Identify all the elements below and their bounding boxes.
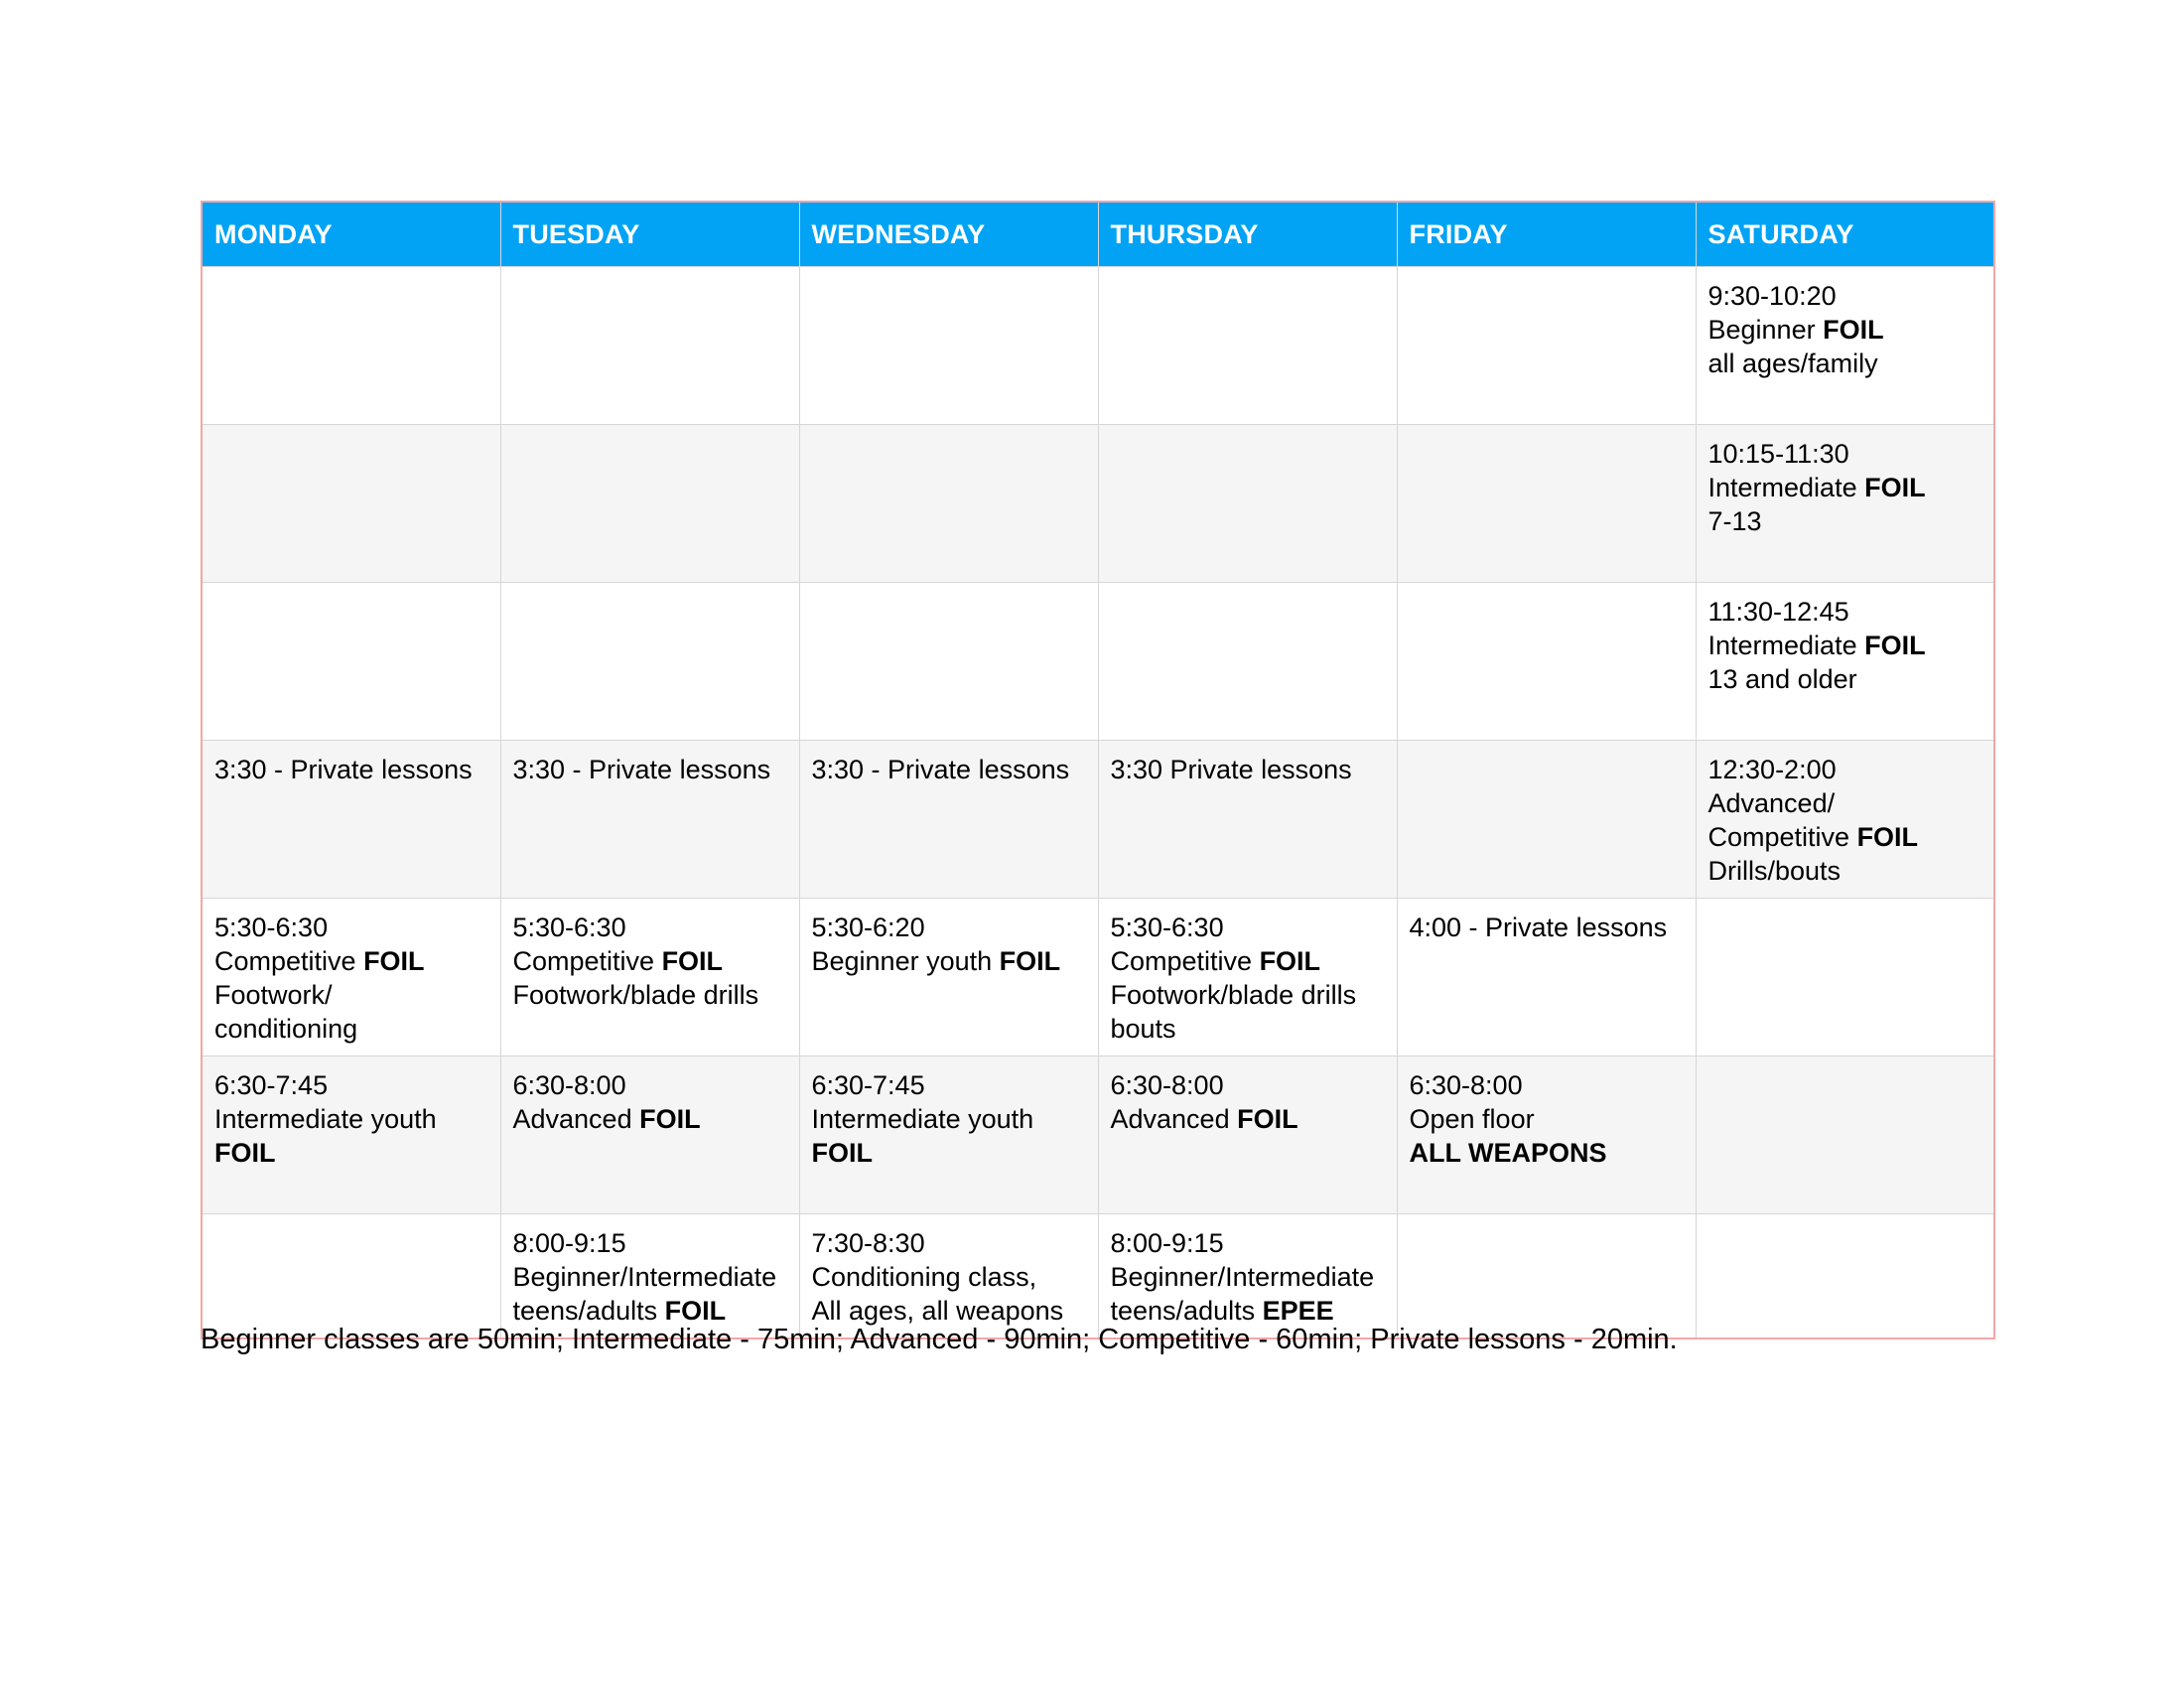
class-detail-line xyxy=(214,1012,488,1046)
class-text: 7:30-8:30 xyxy=(811,1228,925,1258)
class-text: 13 and older xyxy=(1707,664,1857,694)
schedule-cell-tuesday xyxy=(500,899,799,1056)
class-time xyxy=(214,753,488,786)
schedule-cell-wednesday xyxy=(799,583,1098,741)
weapon-label: FOIL xyxy=(1237,1104,1298,1134)
weapon-label: FOIL xyxy=(661,946,724,976)
schedule-cell-thursday xyxy=(1098,741,1397,899)
class-detail-line xyxy=(513,978,787,1012)
schedule-cell-saturday xyxy=(1696,1056,1994,1214)
schedule-cell-thursday xyxy=(1098,583,1397,741)
class-detail-line xyxy=(1708,471,1982,504)
class-text: 9:30-10:20 xyxy=(1707,281,1837,311)
class-text: Intermediate youth xyxy=(811,1104,1034,1134)
class-text: Drills/bouts xyxy=(1707,856,1842,886)
class-text: 7-13 xyxy=(1707,506,1762,536)
weapon-label: FOIL xyxy=(639,1104,701,1134)
class-text: 8:00-9:15 xyxy=(512,1228,626,1258)
schedule-cell-monday xyxy=(202,267,500,425)
schedule-row xyxy=(202,1056,1994,1214)
class-text: Footwork/ xyxy=(214,980,333,1010)
class-time xyxy=(513,753,787,786)
class-text: 5:30-6:30 xyxy=(214,913,329,942)
schedule-row xyxy=(202,741,1994,899)
class-text: 6:30-8:00 xyxy=(1409,1070,1523,1100)
class-time xyxy=(1708,753,1982,786)
class-detail-line xyxy=(812,1294,1086,1328)
class-text: Competitive xyxy=(1707,822,1857,852)
weapon-label: FOIL xyxy=(811,1138,873,1168)
schedule-cell-wednesday xyxy=(799,741,1098,899)
class-detail-line xyxy=(214,1136,488,1170)
class-time xyxy=(1111,1226,1385,1260)
schedule-cell-friday xyxy=(1397,583,1696,741)
class-text: 3:30 Private lessons xyxy=(1110,755,1352,784)
class-detail-line xyxy=(1708,347,1982,380)
schedule-cell-saturday xyxy=(1696,741,1994,899)
schedule-cell-monday xyxy=(202,899,500,1056)
schedule-cell-monday xyxy=(202,741,500,899)
class-text: Conditioning class, xyxy=(811,1262,1037,1292)
class-text: 12:30-2:00 xyxy=(1707,755,1837,784)
class-text: Beginner/Intermediate xyxy=(1110,1262,1375,1292)
class-text: Intermediate xyxy=(1707,631,1865,660)
class-detail-line xyxy=(1708,786,1982,820)
class-text: Advanced xyxy=(512,1104,640,1134)
class-detail-line xyxy=(812,1102,1086,1136)
schedule-cell-thursday xyxy=(1098,899,1397,1056)
class-detail-line xyxy=(214,978,488,1012)
class-text: teens/adults xyxy=(512,1296,665,1326)
weapon-label: FOIL xyxy=(1823,315,1884,345)
weapon-label: FOIL xyxy=(214,1138,276,1168)
class-time xyxy=(214,1068,488,1102)
day-header-friday: FRIDAY xyxy=(1397,202,1696,267)
schedule-row xyxy=(202,425,1994,583)
class-time xyxy=(513,1226,787,1260)
class-detail-line xyxy=(1410,1102,1684,1136)
class-detail-line xyxy=(812,944,1086,978)
day-header-wednesday: WEDNESDAY xyxy=(799,202,1098,267)
schedule-cell-tuesday xyxy=(500,1214,799,1339)
schedule-row xyxy=(202,267,1994,425)
class-time xyxy=(1111,1068,1385,1102)
day-header-thursday: THURSDAY xyxy=(1098,202,1397,267)
class-text: 6:30-8:00 xyxy=(512,1070,626,1100)
class-text: teens/adults xyxy=(1110,1296,1263,1326)
weapon-label: FOIL xyxy=(999,946,1061,976)
schedule-cell-monday xyxy=(202,583,500,741)
class-time xyxy=(812,1068,1086,1102)
day-header-monday: MONDAY xyxy=(202,202,500,267)
class-detail-line xyxy=(1111,1102,1385,1136)
class-time xyxy=(812,753,1086,786)
schedule-cell-friday xyxy=(1397,1056,1696,1214)
schedule-cell-wednesday xyxy=(799,267,1098,425)
class-text: bouts xyxy=(1110,1014,1176,1044)
weapon-label: FOIL xyxy=(1864,473,1926,502)
class-text: 4:00 - Private lessons xyxy=(1409,913,1668,942)
class-detail-line xyxy=(1708,662,1982,696)
schedule-cell-friday xyxy=(1397,741,1696,899)
schedule-cell-thursday xyxy=(1098,425,1397,583)
class-time xyxy=(1708,279,1982,313)
class-text: 11:30-12:45 xyxy=(1707,597,1849,627)
class-text: Footwork/blade drills xyxy=(512,980,759,1010)
class-text: 3:30 - Private lessons xyxy=(214,755,473,784)
class-text: 6:30-7:45 xyxy=(214,1070,329,1100)
class-text: Advanced xyxy=(1110,1104,1238,1134)
schedule-row xyxy=(202,1214,1994,1339)
class-detail-line xyxy=(1410,1136,1684,1170)
class-schedule-table xyxy=(201,201,1995,1339)
class-detail-line xyxy=(214,944,488,978)
class-text: 3:30 - Private lessons xyxy=(512,755,771,784)
day-header-saturday: SATURDAY xyxy=(1696,202,1994,267)
class-text: Competitive xyxy=(214,946,364,976)
class-time xyxy=(513,1068,787,1102)
class-detail-line xyxy=(812,1260,1086,1294)
class-text: 3:30 - Private lessons xyxy=(811,755,1070,784)
class-text: Beginner youth xyxy=(811,946,1000,976)
class-detail-line xyxy=(513,1294,787,1328)
class-time xyxy=(1111,911,1385,944)
class-detail-line xyxy=(812,1136,1086,1170)
class-detail-line xyxy=(1111,1294,1385,1328)
class-text: Open floor xyxy=(1409,1104,1535,1134)
class-time xyxy=(214,911,488,944)
class-text: conditioning xyxy=(214,1014,358,1044)
class-detail-line xyxy=(214,1102,488,1136)
class-text: Advanced/ xyxy=(1707,788,1836,818)
class-time xyxy=(1708,595,1982,629)
schedule-cell-saturday xyxy=(1696,267,1994,425)
class-detail-line xyxy=(1111,1012,1385,1046)
class-text: 5:30-6:30 xyxy=(1110,913,1224,942)
class-text: Competitive xyxy=(512,946,662,976)
class-detail-line xyxy=(513,944,787,978)
class-text: all ages/family xyxy=(1707,349,1878,378)
class-detail-line xyxy=(1708,820,1982,854)
schedule-cell-wednesday xyxy=(799,899,1098,1056)
schedule-cell-wednesday xyxy=(799,1056,1098,1214)
class-time xyxy=(513,911,787,944)
schedule-row xyxy=(202,583,1994,741)
class-text: Intermediate youth xyxy=(214,1104,437,1134)
schedule-cell-wednesday xyxy=(799,425,1098,583)
schedule-cell-friday xyxy=(1397,899,1696,1056)
class-text: Intermediate xyxy=(1707,473,1865,502)
weapon-label: EPEE xyxy=(1262,1296,1334,1326)
schedule-cell-thursday xyxy=(1098,1056,1397,1214)
schedule-cell-monday xyxy=(202,425,500,583)
schedule-cell-friday xyxy=(1397,425,1696,583)
class-detail-line xyxy=(1708,313,1982,347)
class-detail-line xyxy=(1111,1260,1385,1294)
day-header-tuesday: TUESDAY xyxy=(500,202,799,267)
class-time xyxy=(1708,437,1982,471)
class-text: 8:00-9:15 xyxy=(1110,1228,1224,1258)
class-detail-line xyxy=(1708,854,1982,888)
schedule-cell-monday xyxy=(202,1056,500,1214)
class-text: 10:15-11:30 xyxy=(1707,439,1849,469)
weapon-label: FOIL xyxy=(1856,822,1919,852)
schedule-cell-saturday xyxy=(1696,1214,1994,1339)
schedule-cell-friday xyxy=(1397,1214,1696,1339)
class-text: 5:30-6:30 xyxy=(512,913,626,942)
schedule-body xyxy=(202,267,1994,1339)
schedule-cell-tuesday xyxy=(500,425,799,583)
class-detail-line xyxy=(513,1260,787,1294)
class-text: 6:30-7:45 xyxy=(811,1070,925,1100)
schedule-cell-wednesday xyxy=(799,1214,1098,1339)
schedule-cell-friday xyxy=(1397,267,1696,425)
schedule-cell-thursday xyxy=(1098,267,1397,425)
weapon-label: FOIL xyxy=(1259,946,1321,976)
schedule-cell-tuesday xyxy=(500,267,799,425)
class-text: 5:30-6:20 xyxy=(811,913,925,942)
class-detail-line xyxy=(513,1102,787,1136)
class-text: Footwork/blade drills xyxy=(1110,980,1357,1010)
class-text: All ages, all weapons xyxy=(811,1296,1064,1326)
weapon-label: FOIL xyxy=(1864,631,1926,660)
weapon-label: FOIL xyxy=(664,1296,727,1326)
class-time xyxy=(1410,1068,1684,1102)
schedule-cell-saturday xyxy=(1696,899,1994,1056)
class-text: Competitive xyxy=(1110,946,1260,976)
schedule-cell-tuesday xyxy=(500,1056,799,1214)
class-time xyxy=(812,911,1086,944)
class-duration-note: Beginner classes are 50min; Intermediate - 75min; Advanced - 90min; Competitive - 60min; Private lessons - 20min. xyxy=(201,1324,1678,1355)
class-text: 6:30-8:00 xyxy=(1110,1070,1224,1100)
class-detail-line xyxy=(1111,944,1385,978)
schedule-cell-saturday xyxy=(1696,583,1994,741)
schedule-row xyxy=(202,899,1994,1056)
class-time xyxy=(1410,911,1684,944)
schedule-cell-tuesday xyxy=(500,741,799,899)
class-time xyxy=(1111,753,1385,786)
class-time xyxy=(812,1226,1086,1260)
schedule-cell-saturday xyxy=(1696,425,1994,583)
day-header-row xyxy=(202,202,1994,267)
class-detail-line xyxy=(1708,504,1982,538)
class-text: Beginner/Intermediate xyxy=(512,1262,777,1292)
schedule-cell-tuesday xyxy=(500,583,799,741)
schedule-cell-thursday xyxy=(1098,1214,1397,1339)
weapon-label: ALL WEAPONS xyxy=(1409,1138,1607,1168)
class-detail-line xyxy=(1708,629,1982,662)
weapon-label: FOIL xyxy=(363,946,425,976)
class-detail-line xyxy=(1111,978,1385,1012)
schedule-cell-monday xyxy=(202,1214,500,1339)
class-text: Beginner xyxy=(1707,315,1824,345)
